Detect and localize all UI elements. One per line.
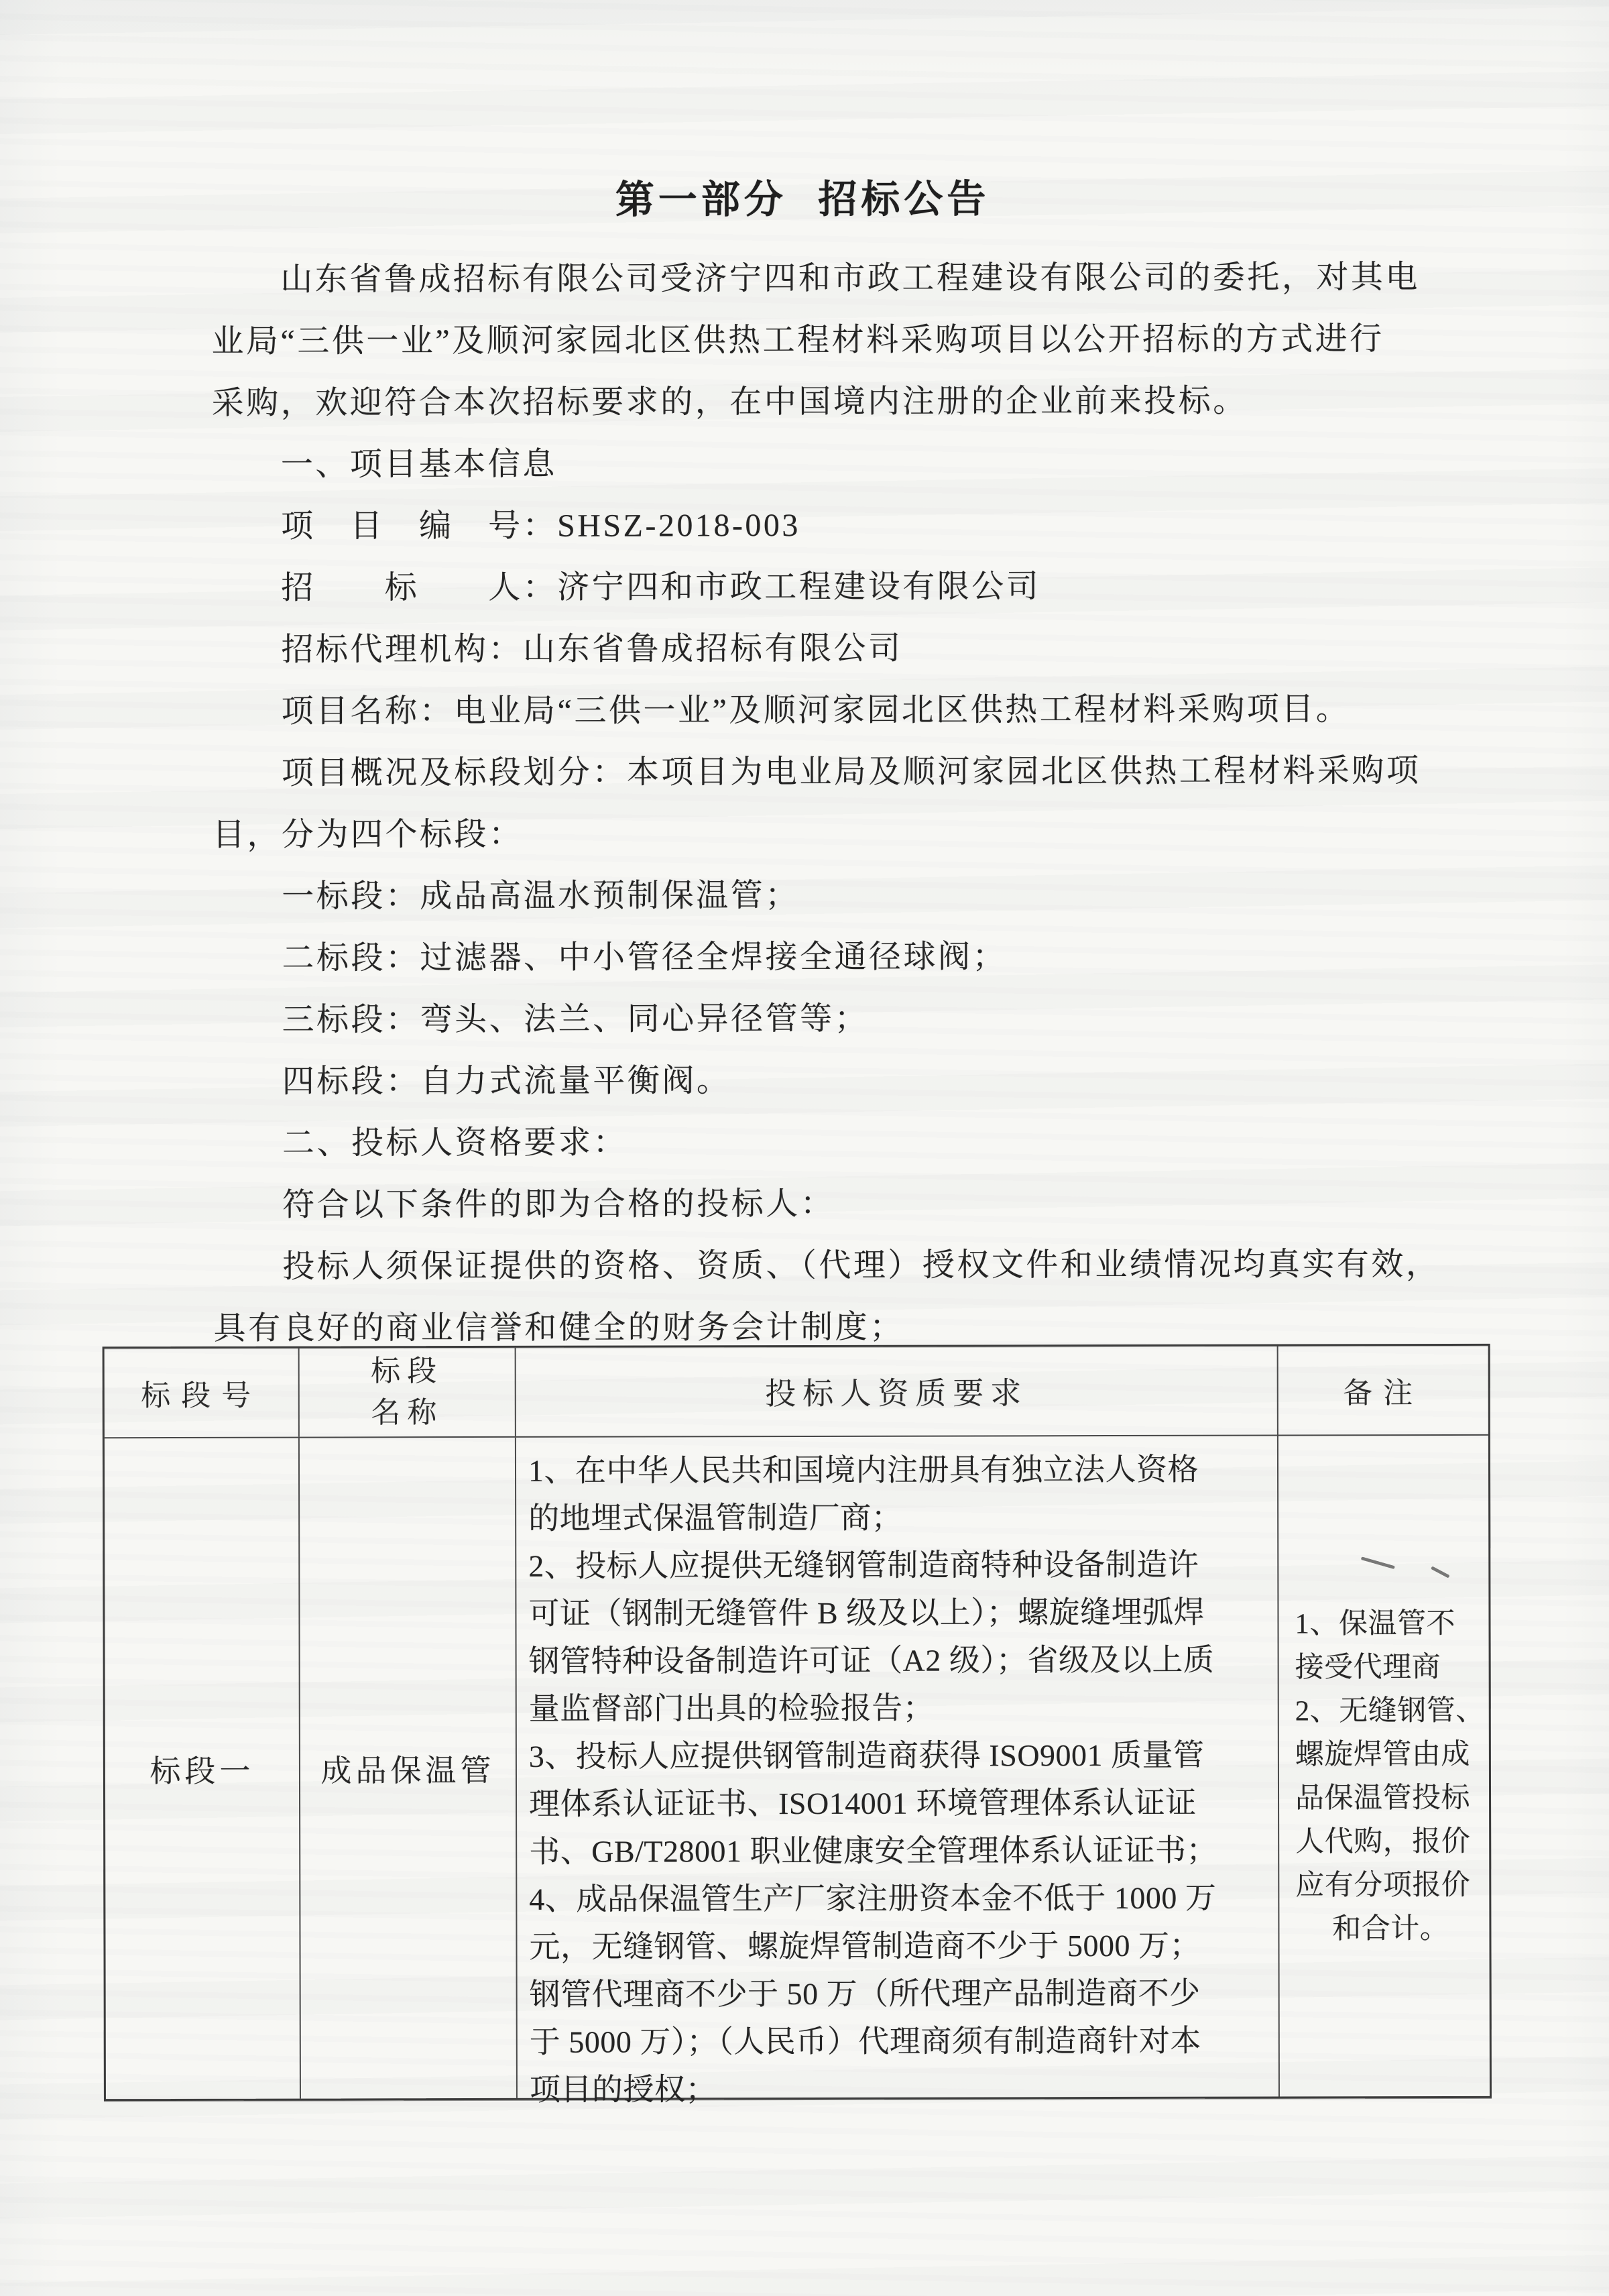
document-title: 第一部分 招标公告 — [615, 177, 990, 222]
remark-line: 接受代理商 — [1295, 1652, 1441, 1684]
body-text-line: 四标段：自力式流量平衡阀。 — [213, 1063, 731, 1100]
body-text-line: 目，分为四个标段： — [212, 816, 524, 853]
section-name-value: 成品保温管 — [320, 1753, 495, 1788]
body-text-line: 招 标 人：济宁四和市政工程建设有限公司 — [212, 569, 1041, 606]
section-no-value: 标段一 — [150, 1754, 255, 1788]
document-body — [211, 247, 1441, 1360]
remark-line: 2、无缝钢管、 — [1295, 1695, 1485, 1727]
cell-qualification — [516, 1436, 1280, 2107]
qualification-text — [528, 1446, 1218, 2114]
header-section-name — [300, 1348, 516, 1437]
qualification-line: 4、成品保温管生产厂家注册资本金不低于 1000 万 — [529, 1880, 1217, 1916]
body-text-line: 项目概况及标段划分：本项目为电业局及顺河家园北区供热工程材料采购项 — [212, 753, 1421, 791]
header-section-name-line2: 名称 — [371, 1396, 444, 1430]
remark-line: 人代购，报价 — [1295, 1825, 1471, 1858]
body-text-line: 具有良好的商业信誉和健全的财务会计制度； — [213, 1309, 904, 1346]
remark-line: 1、保温管不 — [1295, 1607, 1456, 1640]
qualification-line: 量监督部门出具的检验报告； — [528, 1690, 935, 1726]
header-qualification — [516, 1346, 1278, 1436]
header-section-name-line1: 标段 — [371, 1355, 444, 1388]
qualification-line: 的地埋式保温管制造厂商； — [528, 1500, 903, 1536]
qualification-line: 于 5000 万）；（人民币）代理商须有制造商针对本 — [529, 2023, 1201, 2059]
remark-line: 品保温管投标 — [1295, 1782, 1471, 1815]
pen-stroke — [1431, 1566, 1450, 1578]
header-section-no — [105, 1348, 300, 1438]
body-text-line: 项 目 编 号：SHSZ-2018-003 — [212, 508, 800, 544]
header-remark-label: 备注 — [1343, 1377, 1424, 1410]
remark-text — [1295, 1602, 1485, 1951]
body-text-line: 一标段：成品高温水预制保温管； — [213, 878, 800, 915]
bid-sections-table — [103, 1344, 1492, 2107]
remark-line: 应有分项报价 — [1295, 1869, 1471, 1902]
qualification-line: 1、在中华人民共和国境内注册具有独立法人资格 — [528, 1452, 1199, 1488]
body-text-line: 二、投标人资格要求： — [213, 1125, 628, 1161]
body-text-line: 投标人须保证提供的资格、资质、（代理）授权文件和业绩情况均真实有效， — [213, 1247, 1441, 1285]
qualification-line: 3、投标人应提供钢管制造商获得 ISO9001 质量管 — [528, 1737, 1205, 1774]
header-remark — [1278, 1346, 1488, 1435]
body-text-line: 符合以下条件的即为合格的投标人： — [213, 1186, 835, 1223]
header-qualification-label: 投标人资质要求 — [765, 1376, 1028, 1412]
qualification-line: 元，无缝钢管、螺旋焊管制造商不少于 5000 万； — [529, 1928, 1201, 1964]
body-text-line: 业局“三供一业”及顺河家园北区供热工程材料采购项目以公开招标的方式进行 — [211, 321, 1384, 359]
remark-line: 和合计。 — [1295, 1912, 1449, 1945]
qualification-line: 钢管特种设备制造许可证（A2 级）；省级及以上质 — [528, 1642, 1215, 1678]
body-text-line: 一、项目基本信息 — [211, 446, 557, 483]
qualification-line: 理体系认证证书、ISO14001 环境管理体系认证证 — [528, 1785, 1197, 1821]
body-text-line: 三标段：弯头、法兰、同心异径管等； — [213, 1000, 870, 1038]
qualification-line: 钢管代理商不少于 50 万（所代理产品制造商不少 — [529, 1975, 1201, 2012]
qualification-line: 项目的授权； — [529, 2072, 717, 2107]
body-text-line: 招标代理机构：山东省鲁成招标有限公司 — [212, 630, 903, 668]
table-row — [105, 1436, 1490, 2107]
cell-section-name — [300, 1438, 518, 2099]
qualification-line: 2、投标人应提供无缝钢管制造商特种设备制造许 — [528, 1547, 1199, 1583]
body-text-line: 二标段：过滤器、中小管径全焊接全通径球阀； — [213, 939, 1007, 976]
remark-line: 螺旋焊管由成 — [1295, 1738, 1470, 1771]
body-text-line: 项目名称：电业局“三供一业”及顺河家园北区供热工程材料采购项目。 — [212, 691, 1351, 730]
body-text-line: 山东省鲁成招标有限公司受济宁四和市政工程建设有限公司的委托，对其电 — [211, 260, 1420, 298]
cell-remark — [1278, 1436, 1490, 2097]
cell-section-no — [105, 1438, 301, 2100]
pen-mark-artifact — [1360, 1561, 1454, 1588]
table-header-row — [105, 1346, 1488, 1438]
qualification-line: 可证（钢制无缝管件 B 级及以上）；螺旋缝埋弧焊 — [528, 1595, 1205, 1631]
qualification-line: 书、GB/T28001 职业健康安全管理体系认证证书； — [529, 1833, 1218, 1869]
header-section-no-label: 标段号 — [141, 1379, 262, 1413]
body-text-line: 采购，欢迎符合本次招标要求的，在中国境内注册的企业前来投标。 — [211, 383, 1248, 421]
